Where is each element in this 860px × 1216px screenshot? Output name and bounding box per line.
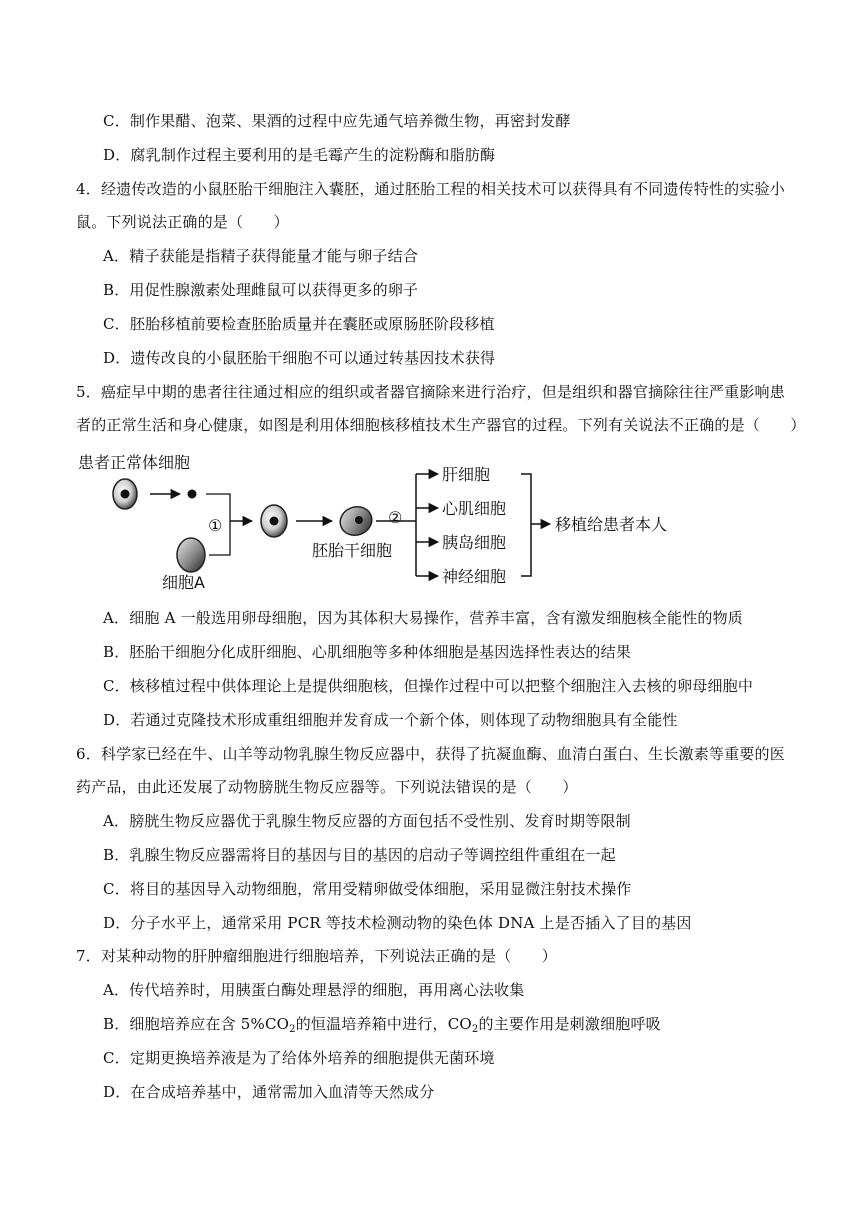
esc-nucleus <box>355 516 363 524</box>
q5-option-c: C．核移植过程中供体理论上是提供细胞核，但操作过程中可以把整个细胞注入去核的卵母细胞中 <box>103 677 754 695</box>
co2-subscript-2: 2 <box>471 1024 479 1035</box>
nuclear-transfer-diagram <box>76 448 696 598</box>
q4-option-b: B．用促性腺激素处理雌鼠可以获得更多的卵子 <box>103 281 419 299</box>
converge-bracket <box>521 474 531 576</box>
patient-cell-label: 患者正常体细胞 <box>78 453 191 472</box>
q7-option-a: A．传代培养时，用胰蛋白酶处理悬浮的细胞，再用离心法收集 <box>103 981 525 999</box>
transplant-label: 移植给患者本人 <box>555 515 668 534</box>
q6-option-c: C．将目的基因导入动物细胞，常用受精卵做受体细胞，采用显微注射技术操作 <box>103 880 632 898</box>
cell-a-label: 细胞A <box>162 573 205 592</box>
q5-stem-line1: 5．癌症早中期的患者往往通过相应的组织或者器官摘除来进行治疗，但是组织和器官摘除往往严重影响患 <box>76 383 785 401</box>
reconstructed-cell-nucleus <box>270 517 279 526</box>
q7-option-b-part2: 的恒温培养箱中进行，CO <box>295 1015 472 1033</box>
q3-option-d: D．腐乳制作过程主要利用的是毛霉产生的淀粉酶和脂肪酶 <box>103 146 496 164</box>
somatic-cell-nucleus <box>121 490 130 499</box>
q7-option-b <box>103 1014 661 1034</box>
q5-option-b: B．胚胎干细胞分化成肝细胞、心肌细胞等多种体细胞是基因选择性表达的结果 <box>103 643 632 661</box>
q7-option-b-part1: B．细胞培养应在含 5%CO <box>103 1015 290 1033</box>
q3-option-c: C．制作果醋、泡菜、果酒的过程中应先通气培养微生物，再密封发酵 <box>103 112 571 130</box>
q5-option-d: D．若通过克隆技术形成重组细胞并发育成一个新个体，则体现了动物细胞具有全能性 <box>103 711 678 729</box>
q5-stem-line2: 者的正常生活和身心健康，如图是利用体细胞核移植技术生产器官的过程。下列有关说法不正确的是（ ） <box>76 416 806 434</box>
q4-stem-line2: 鼠。下列说法正确的是（ ） <box>76 213 289 231</box>
isolated-nucleus <box>188 490 197 499</box>
q4-option-a: A．精子获能是指精子获得能量才能与卵子结合 <box>103 247 419 265</box>
q7-option-b-part3: 的主要作用是刺激细胞呼吸 <box>478 1015 661 1033</box>
target-liver-cell: 肝细胞 <box>442 465 491 484</box>
q7-option-c: C．定期更换培养液是为了给体外培养的细胞提供无菌环境 <box>103 1049 495 1067</box>
q4-option-c: C．胚胎移植前要检查胚胎质量并在囊胚或原肠胚阶段移植 <box>103 315 495 333</box>
cell-a-shape <box>177 538 205 572</box>
q6-stem-line2: 药产品，由此还发展了动物膀胱生物反应器等。下列说法错误的是（ ） <box>76 778 578 796</box>
q7-option-d: D．在合成培养基中，通常需加入血清等天然成分 <box>103 1083 435 1101</box>
q4-stem-line1: 4．经遗传改造的小鼠胚胎干细胞注入囊胚，通过胚胎工程的相关技术可以获得具有不同遗传特性的实验小 <box>76 180 785 198</box>
q6-option-b: B．乳腺生物反应器需将目的基因与目的基因的启动子等调控组件重组在一起 <box>103 846 616 864</box>
q6-stem-line1: 6．科学家已经在牛、山羊等动物乳腺生物反应器中，获得了抗凝血酶、血清白蛋白、生长激素等重要的医 <box>76 745 785 763</box>
q6-option-d: D．分子水平上，通常采用 PCR 等技术检测动物的染色体 DNA 上是否插入了目的基因 <box>103 914 692 932</box>
q7-stem: 7．对某种动物的肝肿瘤细胞进行细胞培养，下列说法正确的是（ ） <box>76 947 557 965</box>
target-neuron: 神经细胞 <box>442 567 507 586</box>
step-2-label: ② <box>388 508 403 527</box>
q4-option-d: D．遗传改良的小鼠胚胎干细胞不可以通过转基因技术获得 <box>103 349 496 367</box>
q5-option-a: A．细胞 A 一般选用卵母细胞，因为其体积大易操作，营养丰富，含有激发细胞核全能性的物质 <box>103 609 744 627</box>
target-islet-cell: 胰岛细胞 <box>442 533 507 552</box>
step-1-label: ① <box>208 516 223 535</box>
esc-label: 胚胎干细胞 <box>312 541 393 560</box>
target-cardiomyocyte: 心肌细胞 <box>442 499 507 518</box>
q6-option-a: A．膀胱生物反应器优于乳腺生物反应器的方面包括不受性别、发育时期等限制 <box>103 812 631 830</box>
co2-subscript-1: 2 <box>289 1024 296 1035</box>
